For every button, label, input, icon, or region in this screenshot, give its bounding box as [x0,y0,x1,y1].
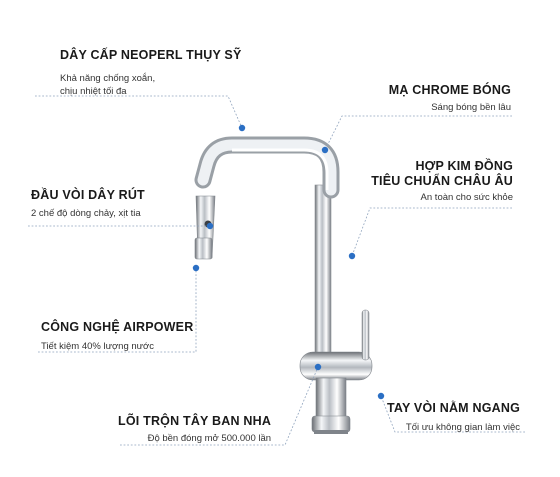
callout-pullout [31,188,145,220]
faucet-image [195,145,372,434]
leader-alloy [352,208,512,256]
marker-neoperl [239,125,245,131]
callout-title: CÔNG NGHỆ AIRPOWER [41,320,194,334]
marker-pullout [207,223,213,229]
callout-title: LÕI TRỘN TÂY BAN NHA [118,414,272,428]
callout-alloy [371,159,513,204]
callout-desc: An toàn cho sức khỏe [420,192,513,203]
marker-chrome [322,147,328,153]
callout-title: ĐẦU VÒI DÂY RÚT [31,188,145,202]
callout-cartridge [118,414,271,445]
leader-chrome [325,116,512,150]
callout-title: DÂY CẤP NEOPERL THỤY SỸ [60,48,242,62]
callout-desc: Tiết kiệm 40% lượng nước [41,341,155,352]
callout-desc: 2 chế độ dòng chảy, xịt tia [31,208,141,219]
callout-neoperl [60,48,242,98]
marker-airpower [193,265,199,271]
callout-airpower [41,320,193,353]
callout-desc: Độ bền đóng mở 500.000 lần [147,433,272,444]
callout-title: HỢP KIM ĐỒNG [415,159,513,173]
callout-lever [387,401,520,434]
callout-desc: chịu nhiệt tối đa [60,86,127,97]
callout-desc: Tối ưu không gian làm việc [405,422,520,433]
callout-desc: Khả năng chống xoắn, [60,73,156,84]
marker-alloy [349,253,355,259]
marker-lever [378,393,384,399]
marker-cartridge [315,364,321,370]
callout-title: TAY VÒI NẰM NGANG [386,401,520,415]
callout-title: TIÊU CHUẨN CHÂU ÂU [371,174,513,188]
leader-neoperl [35,96,242,128]
callout-title: MẠ CHROME BÓNG [388,83,511,97]
callout-desc: Sáng bóng bền lâu [431,102,511,113]
callout-chrome [389,83,511,114]
